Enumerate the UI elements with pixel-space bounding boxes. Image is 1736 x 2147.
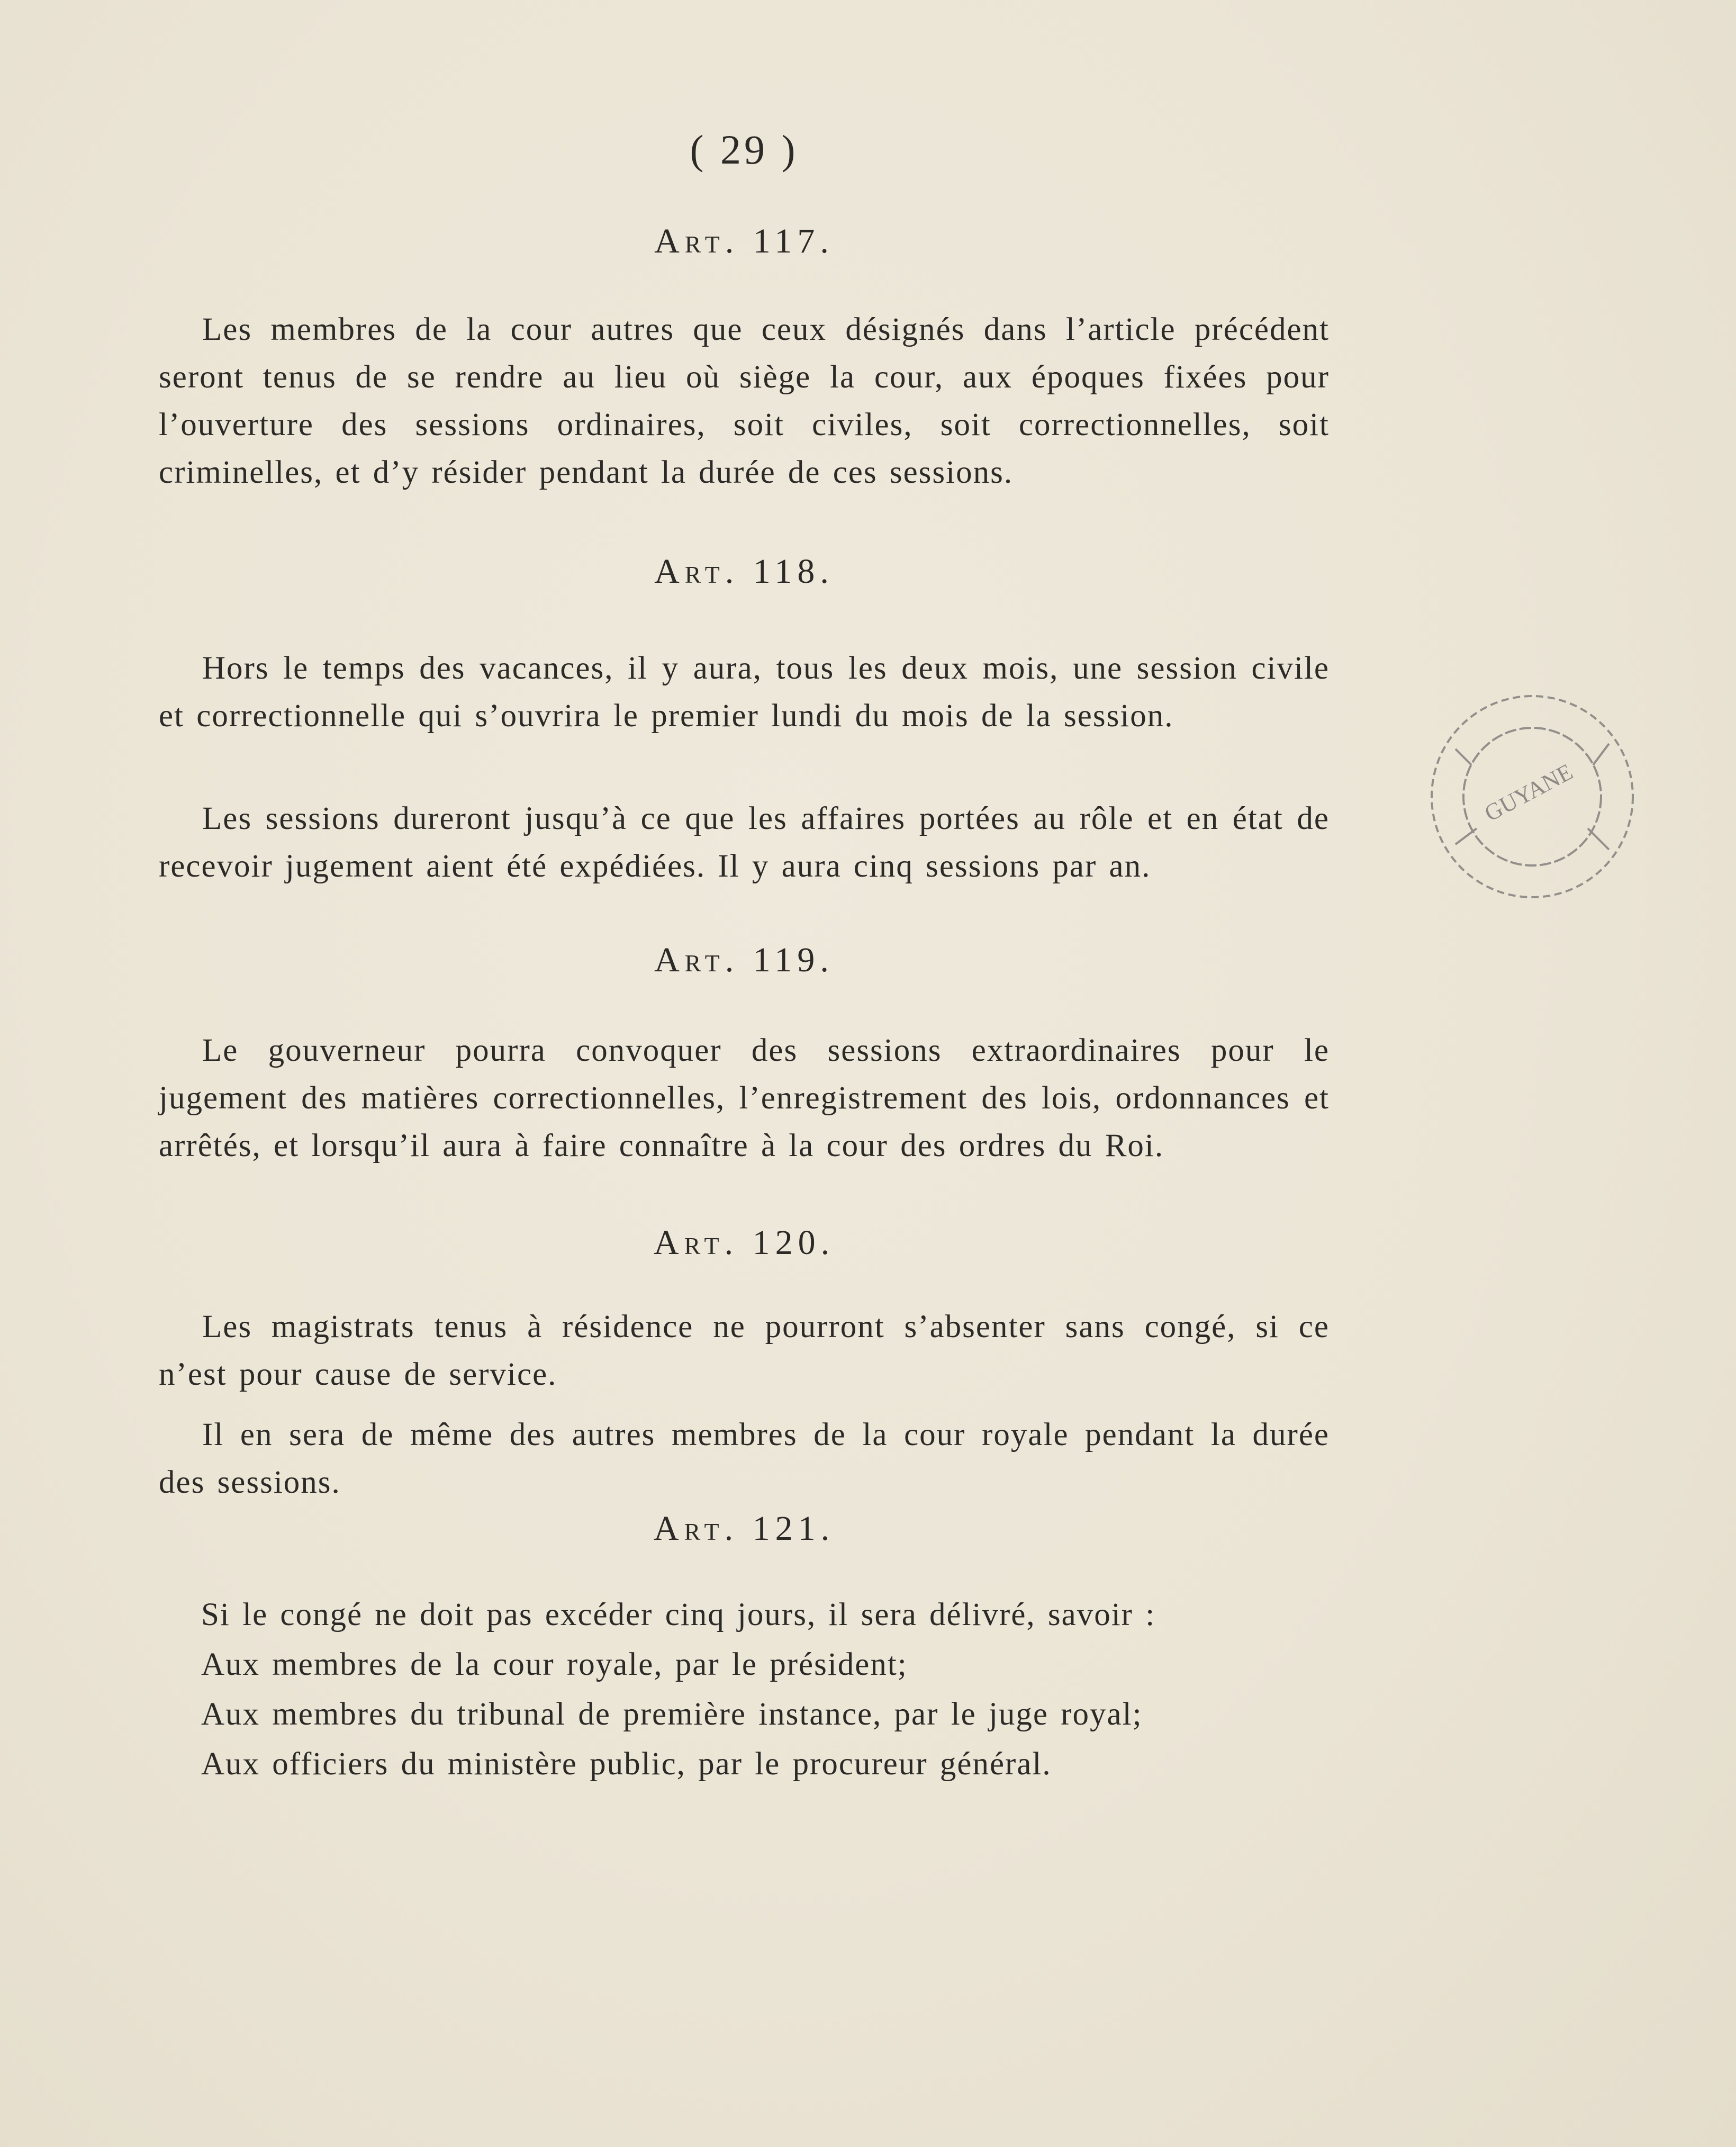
article-heading-120-text: Art. 120. xyxy=(653,1223,835,1262)
article-heading-117-text: Art. 117. xyxy=(654,222,834,260)
article-heading-118 xyxy=(159,552,1330,592)
article-118-paragraph-2: Les sessions dureront jusqu’à ce que les affaires portées au rôle et en état de recevoir jugement aient été expédiées. Il y aura cinq sessions par an. xyxy=(159,801,1330,884)
article-121-line-4: Aux officiers du ministère public, par le procureur général. xyxy=(201,1746,1052,1782)
article-121-line-1: Si le congé ne doit pas excéder cinq jours, il sera délivré, savoir : xyxy=(201,1597,1156,1632)
article-118-paragraph-1: Hors le temps des vacances, il y aura, tous les deux mois, une session civile et correctionnelle qui s’ouvrira le premier lundi du mois de la session. xyxy=(159,651,1330,734)
article-heading-119-text: Art. 119. xyxy=(654,941,834,979)
article-121-line-3: Aux membres du tribunal de première instance, par le juge royal; xyxy=(201,1697,1143,1732)
stamp-text: GUYANE xyxy=(1480,759,1577,827)
article-117-paragraph-1: Les membres de la cour autres que ceux désignés dans l’article précédent seront tenus de se rendre au lieu où siège la cour, aux époques fixées pour l’ouverture des sessions ordinaires, soit civiles, soit correctionnelles, soit criminelles, et d’y résider pendant la durée de ces sessions. xyxy=(159,312,1330,490)
library-stamp xyxy=(1418,685,1646,908)
article-120-paragraph-2: Il en sera de même des autres membres de la cour royale pendant la durée des sessions. xyxy=(159,1417,1330,1500)
article-heading-120 xyxy=(159,1223,1330,1263)
article-119-paragraph-1: Le gouverneur pourra convoquer des sessions extraordinaires pour le jugement des matières correctionnelles, l’enregistrement des lois, ordonnances et arrêtés, et lorsqu’il aura à faire connaître à la cour des ordres du Roi. xyxy=(159,1033,1330,1163)
article-heading-121-text: Art. 121. xyxy=(653,1509,835,1548)
article-heading-119 xyxy=(159,940,1330,980)
article-121-line-2: Aux membres de la cour royale, par le président; xyxy=(201,1647,908,1682)
page-number: ( 29 ) xyxy=(690,127,799,173)
article-heading-121 xyxy=(159,1509,1330,1549)
article-heading-117 xyxy=(159,221,1330,261)
article-120-paragraph-1: Les magistrats tenus à résidence ne pourront s’absenter sans congé, si ce n’est pour cause de service. xyxy=(159,1309,1330,1392)
article-heading-118-text: Art. 118. xyxy=(654,552,834,591)
